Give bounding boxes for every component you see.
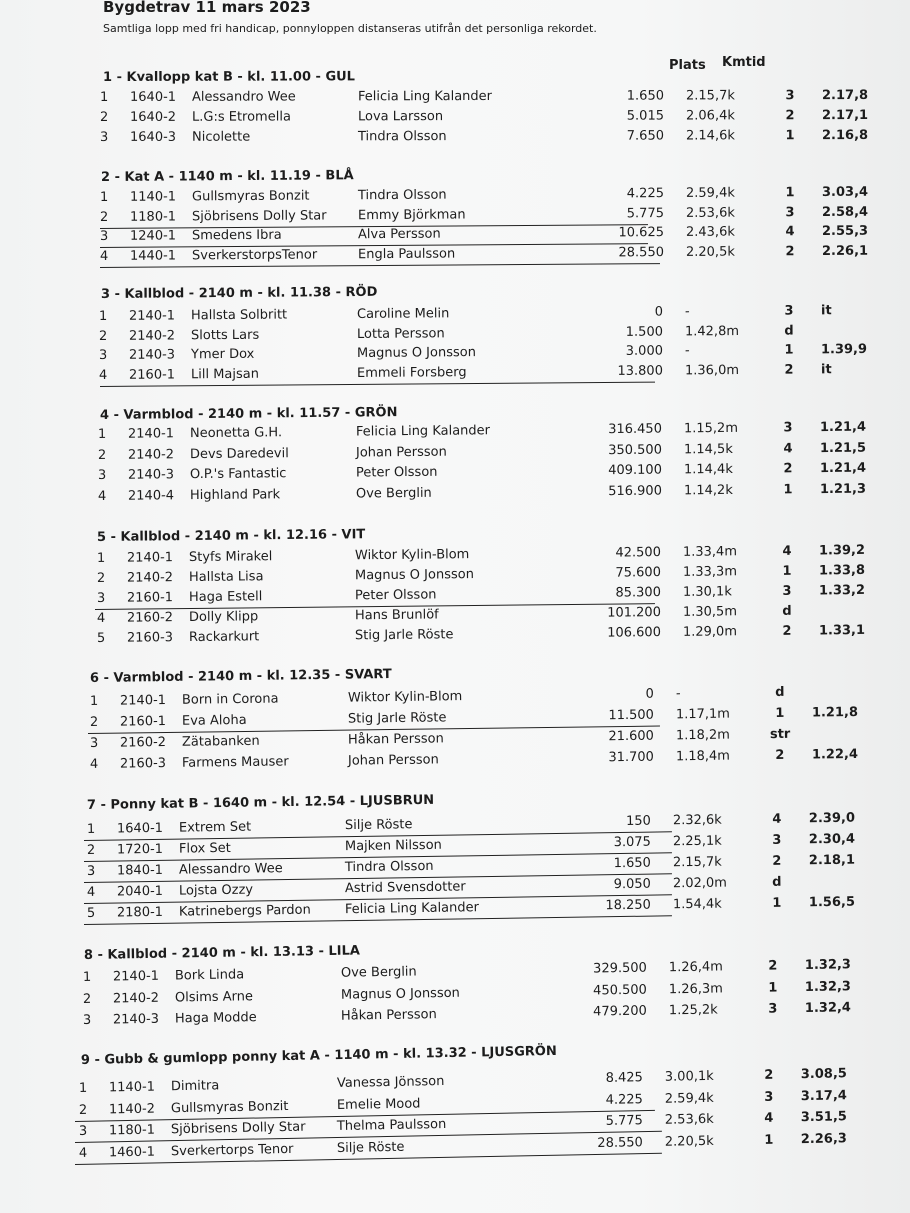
km-cell: 1.33,1 (818, 622, 866, 639)
km-cell: 2.58,4 (821, 204, 869, 220)
dist-cell: 7.650 (626, 128, 665, 144)
dist-cell: 0 (654, 304, 664, 320)
code-cell: 2140-3 (112, 1011, 160, 1028)
code-cell: 2160-3 (126, 630, 174, 646)
num-cell: 2 (98, 328, 108, 344)
dist-cell: 5.775 (626, 205, 665, 221)
dist-cell: 31.700 (608, 749, 655, 766)
horse-cell: Alessandro Wee (191, 89, 296, 105)
driver-cell: Wiktor Kylin-Blom (354, 547, 470, 564)
horse-cell: Gullsmyras Bonzit (170, 1098, 289, 1116)
time-cell: 1.33,3m (682, 564, 738, 580)
driver-cell: Lotta Persson (356, 325, 445, 342)
race-title: 4 - Varmblod - 2140 m - kl. 11.57 - GRÖN (99, 405, 398, 423)
driver-cell: Thelma Paulsson (336, 1116, 447, 1135)
num-cell: 1 (82, 969, 92, 985)
time-cell: 2.06,4k (685, 108, 735, 124)
km-cell: 3.03,4 (821, 184, 869, 200)
plats-cell: d (775, 684, 785, 701)
horse-cell: Slotts Lars (190, 327, 260, 343)
km-cell: 1.21,4 (819, 460, 867, 477)
plats-cell: 3 (785, 88, 795, 104)
plats-cell: 1 (768, 979, 778, 996)
dist-cell: 13.800 (617, 363, 664, 379)
km-cell: it (820, 361, 832, 377)
num-cell: 5 (86, 905, 96, 921)
dist-cell: 516.900 (608, 483, 663, 499)
code-cell: 1640-3 (129, 129, 177, 145)
num-cell: 3 (98, 347, 108, 363)
time-cell: 2.43,6k (685, 224, 735, 240)
driver-cell: Astrid Svensdotter (344, 879, 466, 897)
horse-cell: Lill Majsan (190, 366, 260, 382)
dist-cell: 28.550 (597, 1134, 643, 1151)
driver-cell: Magnus O Jonsson (340, 985, 460, 1003)
num-cell: 1 (89, 693, 99, 709)
code-cell: 1240-1 (129, 228, 177, 244)
plats-cell: 1 (784, 342, 794, 358)
horse-cell: Sjöbrisens Dolly Star (170, 1119, 306, 1138)
km-cell: 1.21,3 (819, 481, 867, 497)
num-cell: 1 (99, 189, 109, 205)
time-cell: 2.20,5k (664, 1133, 714, 1150)
km-cell: 3.51,5 (800, 1109, 848, 1126)
code-cell: 2040-1 (116, 883, 164, 900)
code-cell: 1640-2 (129, 109, 177, 125)
num-cell: 3 (78, 1123, 88, 1139)
code-cell: 1440-1 (129, 247, 177, 264)
horse-cell: Hallsta Lisa (188, 569, 264, 586)
driver-cell: Håkan Persson (347, 731, 444, 748)
code-cell: 1140-1 (129, 189, 177, 205)
plats-cell: 3 (768, 1001, 778, 1017)
plats-cell: d (782, 603, 792, 619)
num-cell: 2 (97, 447, 107, 463)
horse-cell: SverkerstorpsTenor (191, 246, 318, 263)
driver-cell: Johan Persson (355, 444, 447, 461)
driver-cell: Felicia Ling Kalander (355, 423, 491, 440)
plats-cell: 1 (782, 563, 792, 579)
dist-cell: 150 (625, 813, 652, 830)
plats-cell: 2 (768, 958, 778, 974)
race-title: 7 - Ponny kat B - 1640 m - kl. 12.54 - LJUSBRUN (86, 792, 435, 813)
dist-cell: 350.500 (608, 442, 663, 458)
driver-cell: Ove Berglin (340, 964, 417, 981)
km-cell: 1.22,4 (811, 746, 859, 763)
num-cell: 4 (98, 367, 108, 383)
plats-cell: 4 (782, 543, 792, 559)
driver-cell: Felicia Ling Kalander (357, 88, 493, 105)
dist-cell: 106.600 (607, 625, 662, 641)
driver-cell: Magnus O Jonsson (356, 345, 476, 361)
horse-cell: Lojsta Ozzy (178, 882, 254, 899)
code-cell: 2140-2 (128, 327, 176, 344)
dist-cell: 9.050 (613, 876, 652, 893)
dist-cell: 316.450 (608, 421, 663, 438)
driver-cell: Emmy Björkman (357, 206, 466, 223)
num-cell: 1 (98, 308, 108, 324)
num-cell: 4 (99, 248, 109, 264)
code-cell: 2160-2 (119, 735, 167, 751)
race-title: 5 - Kallblod - 2140 m - kl. 12.16 - VIT (96, 527, 366, 545)
time-cell: 2.53,6k (685, 205, 735, 221)
code-cell: 2140-3 (128, 347, 176, 363)
plats-cell: 1 (785, 185, 795, 201)
code-cell: 2140-1 (112, 968, 160, 985)
num-cell: 2 (89, 714, 99, 730)
num-cell: 2 (78, 1102, 88, 1118)
horse-cell: Zätabanken (181, 733, 260, 750)
num-cell: 3 (86, 863, 96, 879)
num-cell: 3 (82, 1012, 92, 1028)
code-cell: 2140-1 (119, 693, 167, 709)
km-cell: 1.32,3 (804, 978, 852, 995)
km-cell: 1.56,5 (808, 894, 856, 911)
time-cell: 1.18,2m (675, 727, 731, 744)
dist-cell: 4.225 (605, 1091, 643, 1108)
code-cell: 1640-1 (129, 89, 177, 105)
km-cell: 2.17,8 (821, 87, 869, 104)
code-cell: 2180-1 (116, 904, 164, 921)
num-cell: 2 (86, 842, 96, 858)
code-cell: 2140-1 (127, 426, 175, 442)
num-cell: 5 (96, 630, 106, 646)
plats-cell: 4 (772, 811, 782, 827)
num-cell: 2 (82, 991, 92, 1007)
horse-cell: Gullsmyras Bonzit (191, 188, 310, 205)
driver-cell: Caroline Melin (356, 306, 450, 322)
driver-cell: Johan Persson (347, 752, 439, 769)
horse-cell: Sjöbrisens Dolly Star (191, 207, 327, 224)
horse-cell: Extrem Set (178, 819, 252, 836)
code-cell: 2160-1 (126, 590, 174, 606)
dist-cell: 85.300 (615, 585, 662, 601)
dist-cell: 75.600 (615, 565, 662, 581)
code-cell: 1140-2 (108, 1101, 156, 1117)
document-title: Bygdetrav 11 mars 2023 (103, 0, 311, 16)
plats-cell: 3 (784, 303, 794, 319)
km-cell: 1.21,4 (819, 419, 867, 436)
km-cell: 2.16,8 (821, 127, 869, 144)
plats-cell: 1 (772, 895, 782, 911)
time-cell: 1.14,5k (683, 441, 733, 457)
km-cell: 2.55,3 (821, 223, 869, 239)
driver-cell: Silje Röste (344, 817, 413, 834)
horse-cell: Neonetta G.H. (189, 425, 283, 442)
num-cell: 1 (86, 821, 96, 837)
dist-cell: 1.500 (625, 324, 664, 340)
time-cell: 2.59,4k (685, 185, 735, 201)
driver-cell: Alva Persson (357, 226, 441, 243)
time-cell: 1.26,4m (668, 959, 724, 976)
dist-cell: 3.075 (613, 834, 652, 851)
time-cell: 1.30,1k (682, 584, 732, 600)
time-cell: 1.25,2k (668, 1002, 718, 1019)
driver-cell: Engla Paulsson (357, 246, 456, 262)
driver-cell: Emelie Mood (336, 1095, 421, 1113)
km-cell: 1.21,5 (819, 440, 867, 456)
driver-cell: Håkan Persson (340, 1007, 437, 1024)
horse-cell: Alessandro Wee (178, 861, 283, 878)
dist-cell: 101.200 (607, 605, 662, 621)
plats-cell: 2 (783, 461, 793, 477)
num-cell: 1 (96, 550, 106, 566)
dist-cell: 11.500 (608, 707, 655, 724)
time-cell: 1.54,4k (672, 896, 722, 913)
dist-cell: 1.650 (626, 88, 665, 104)
num-cell: 3 (96, 590, 106, 606)
time-cell: 1.29,0m (682, 624, 738, 640)
horse-cell: Bork Linda (174, 967, 245, 984)
plats-cell: str (769, 726, 791, 743)
race-title: 2 - Kat A - 1140 m - kl. 11.19 - BLÅ (100, 168, 354, 185)
dist-cell: 409.100 (608, 462, 663, 479)
dist-cell: 5.775 (605, 1113, 643, 1129)
num-cell: 1 (97, 426, 107, 442)
horse-cell: Olsims Arne (174, 988, 254, 1005)
plats-cell: 2 (785, 243, 795, 259)
time-cell: 1.26,3m (668, 980, 724, 997)
horse-cell: Ymer Dox (190, 346, 255, 363)
km-cell: 1.39,2 (818, 542, 866, 559)
num-cell: 4 (89, 756, 99, 772)
horse-cell: Nicolette (191, 129, 251, 145)
horse-cell: Dimitra (170, 1078, 220, 1095)
dist-cell: 4.225 (626, 186, 665, 202)
plats-cell: 2 (782, 623, 792, 639)
time-cell: 1.42,8m (684, 323, 740, 339)
kmtid-header: Kmtid (722, 55, 766, 70)
code-cell: 2160-1 (128, 366, 176, 383)
horse-cell: L.G:s Etromella (191, 109, 291, 125)
driver-cell: Lova Larsson (357, 109, 444, 125)
dist-cell: 0 (645, 686, 655, 702)
km-cell: 2.26,1 (821, 243, 869, 259)
horse-cell: Born in Corona (181, 691, 279, 708)
km-cell: 1.39,9 (820, 341, 868, 358)
driver-cell: Majken Nilsson (344, 837, 442, 855)
driver-cell: Peter Olsson (355, 464, 438, 481)
km-cell: 3.17,4 (800, 1087, 848, 1104)
time-cell: 2.15,7k (685, 88, 735, 104)
num-cell: 3 (99, 129, 109, 145)
km-cell: 2.18,1 (808, 852, 856, 869)
plats-cell: 1 (783, 481, 793, 497)
race-title: 8 - Kallblod - 2140 m - kl. 13.13 - LILA (83, 943, 361, 963)
race-title: 9 - Gubb & gumlopp ponny kat A - 1140 m - kl. 13.32 - LJUSGRÖN (80, 1043, 557, 1068)
plats-cell: d (772, 874, 782, 890)
code-cell: 2140-1 (126, 550, 174, 566)
plats-cell: 4 (783, 440, 793, 456)
race-title: 1 - Kvallopp kat B - kl. 11.00 - GUL (102, 69, 355, 85)
time-cell: - (675, 686, 681, 702)
plats-cell: 4 (785, 224, 795, 240)
plats-cell: 3 (783, 420, 793, 436)
code-cell: 2160-3 (119, 756, 167, 772)
km-cell: 1.32,4 (804, 1000, 852, 1017)
driver-cell: Wiktor Kylin-Blom (347, 689, 463, 706)
table-row (100, 108, 880, 130)
code-cell: 1140-1 (108, 1079, 156, 1096)
plats-cell: 4 (764, 1110, 774, 1126)
km-cell: 1.32,3 (804, 957, 852, 974)
time-cell: 2.53,6k (664, 1111, 714, 1128)
num-cell: 3 (99, 228, 109, 244)
plats-cell: 3 (764, 1089, 774, 1105)
dist-cell: 5.015 (626, 108, 665, 124)
dist-cell: 3.000 (625, 343, 664, 359)
dist-cell: 8.425 (605, 1070, 643, 1086)
km-cell: 2.30,4 (808, 831, 856, 848)
table-row (100, 88, 880, 110)
code-cell: 2140-1 (128, 308, 176, 324)
horse-cell: Devs Daredevil (189, 445, 289, 462)
num-cell: 2 (99, 209, 109, 225)
time-cell: 1.18,4m (675, 748, 731, 765)
code-cell: 1460-1 (108, 1144, 156, 1160)
time-cell: 1.30,5m (682, 604, 738, 620)
horse-cell: Sverkertorps Tenor (170, 1141, 294, 1159)
horse-cell: O.P.'s Fantastic (189, 466, 287, 483)
time-cell: 1.14,4k (683, 461, 733, 478)
time-cell: 2.59,4k (664, 1090, 714, 1107)
num-cell: 2 (99, 109, 109, 125)
horse-cell: Styfs Mirakel (188, 549, 273, 566)
horse-cell: Highland Park (189, 486, 281, 503)
time-cell: 1.14,2k (683, 482, 733, 498)
horse-cell: Haga Estell (188, 589, 263, 606)
horse-cell: Haga Modde (174, 1010, 257, 1027)
num-cell: 4 (96, 610, 106, 626)
plats-cell: 2 (764, 1067, 774, 1083)
num-cell: 4 (97, 488, 107, 504)
num-cell: 3 (89, 735, 99, 751)
dist-cell: 28.550 (618, 244, 665, 260)
time-cell: - (684, 304, 690, 320)
dist-cell: 450.500 (592, 982, 648, 999)
time-cell: 2.20,5k (685, 244, 735, 260)
dist-cell: 1.650 (613, 855, 652, 872)
code-cell: 2140-3 (127, 467, 175, 483)
driver-cell: Silje Röste (336, 1139, 405, 1156)
time-cell: 2.32,6k (672, 812, 722, 829)
horse-cell: Smedens Ibra (191, 227, 282, 244)
time-cell: 3.00,1k (664, 1068, 714, 1085)
race-title: 3 - Kallblod - 2140 m - kl. 11.38 - RÖD (100, 284, 378, 302)
plats-cell: 2 (785, 108, 795, 124)
code-cell: 2160-1 (119, 714, 167, 730)
time-cell: 2.14,6k (685, 128, 735, 144)
horse-cell: Hallsta Solbritt (190, 307, 288, 324)
time-cell: 2.15,7k (672, 854, 722, 871)
plats-cell: d (784, 323, 794, 339)
time-cell: 1.17,1m (675, 706, 731, 723)
code-cell: 1180-1 (108, 1122, 156, 1139)
code-cell: 2140-2 (126, 570, 174, 586)
race-title: 6 - Varmblod - 2140 m - kl. 12.35 - SVART (89, 667, 392, 686)
plats-cell: 2 (784, 362, 794, 378)
km-cell: it (820, 303, 832, 319)
driver-cell: Peter Olsson (354, 587, 437, 604)
driver-cell: Magnus O Jonsson (354, 567, 474, 584)
plats-cell: 1 (785, 128, 795, 144)
plats-cell: 3 (772, 832, 782, 848)
driver-cell: Hans Brunlöf (354, 607, 439, 624)
dist-cell: 479.200 (592, 1003, 648, 1020)
code-cell: 2140-4 (127, 487, 175, 504)
table-row (100, 128, 880, 150)
km-cell: 2.17,1 (821, 107, 869, 124)
time-cell: 1.36,0m (684, 362, 740, 378)
driver-cell: Stig Jarle Röste (354, 627, 454, 644)
code-cell: 2160-2 (126, 610, 174, 626)
driver-cell: Tindra Olsson (344, 858, 434, 876)
driver-cell: Tindra Olsson (357, 129, 447, 145)
km-cell: 1.33,8 (818, 562, 866, 579)
km-cell: 3.08,5 (800, 1066, 848, 1083)
plats-cell: 2 (775, 747, 785, 764)
num-cell: 1 (99, 89, 109, 105)
num-cell: 4 (78, 1145, 88, 1161)
plats-cell: 1 (775, 705, 785, 722)
driver-cell: Tindra Olsson (357, 187, 447, 204)
km-cell: 1.33,2 (818, 582, 866, 599)
plats-header: Plats (669, 58, 706, 73)
dist-cell: 21.600 (608, 728, 655, 745)
num-cell: 3 (97, 467, 107, 483)
driver-cell: Felicia Ling Kalander (344, 900, 480, 918)
code-cell: 1640-1 (116, 820, 164, 837)
horse-cell: Eva Aloha (181, 712, 247, 729)
time-cell: 1.15,2m (683, 420, 739, 437)
time-cell: 2.25,1k (672, 833, 722, 850)
time-cell: 2.02,0m (672, 875, 728, 892)
code-cell: 2140-2 (127, 446, 175, 463)
num-cell: 2 (96, 570, 106, 586)
horse-cell: Dolly Klipp (188, 609, 259, 626)
dist-cell: 18.250 (605, 897, 652, 914)
plats-cell: 1 (764, 1132, 774, 1148)
driver-cell: Stig Jarle Röste (347, 710, 447, 727)
horse-cell: Rackarkurt (188, 629, 260, 646)
time-cell: - (684, 343, 690, 359)
km-cell: 2.26,3 (800, 1130, 848, 1147)
driver-cell: Vanessa Jönsson (336, 1073, 445, 1092)
num-cell: 4 (86, 884, 96, 900)
km-cell: 2.39,0 (808, 810, 856, 827)
dist-cell: 42.500 (615, 545, 662, 561)
num-cell: 1 (78, 1080, 88, 1096)
code-cell: 1840-1 (116, 862, 164, 879)
code-cell: 1180-1 (129, 208, 177, 225)
plats-cell: 3 (782, 583, 792, 599)
dist-cell: 329.500 (592, 960, 648, 977)
code-cell: 2140-2 (112, 990, 160, 1007)
plats-cell: 3 (785, 204, 795, 220)
km-cell: 1.21,8 (811, 704, 859, 721)
driver-cell: Emmeli Forsberg (356, 364, 467, 381)
horse-cell: Farmens Mauser (181, 754, 289, 771)
horse-cell: Flox Set (178, 840, 231, 857)
horse-cell: Katrinebergs Pardon (178, 902, 311, 920)
time-cell: 1.33,4m (682, 544, 738, 560)
plats-cell: 2 (772, 853, 782, 869)
code-cell: 1720-1 (116, 841, 164, 858)
document-subtitle: Samtliga lopp med fri handicap, ponnyloppen distanseras utifrån det personliga rekordet. (103, 22, 597, 35)
driver-cell: Ove Berglin (355, 485, 432, 502)
dist-cell: 10.625 (618, 225, 665, 241)
